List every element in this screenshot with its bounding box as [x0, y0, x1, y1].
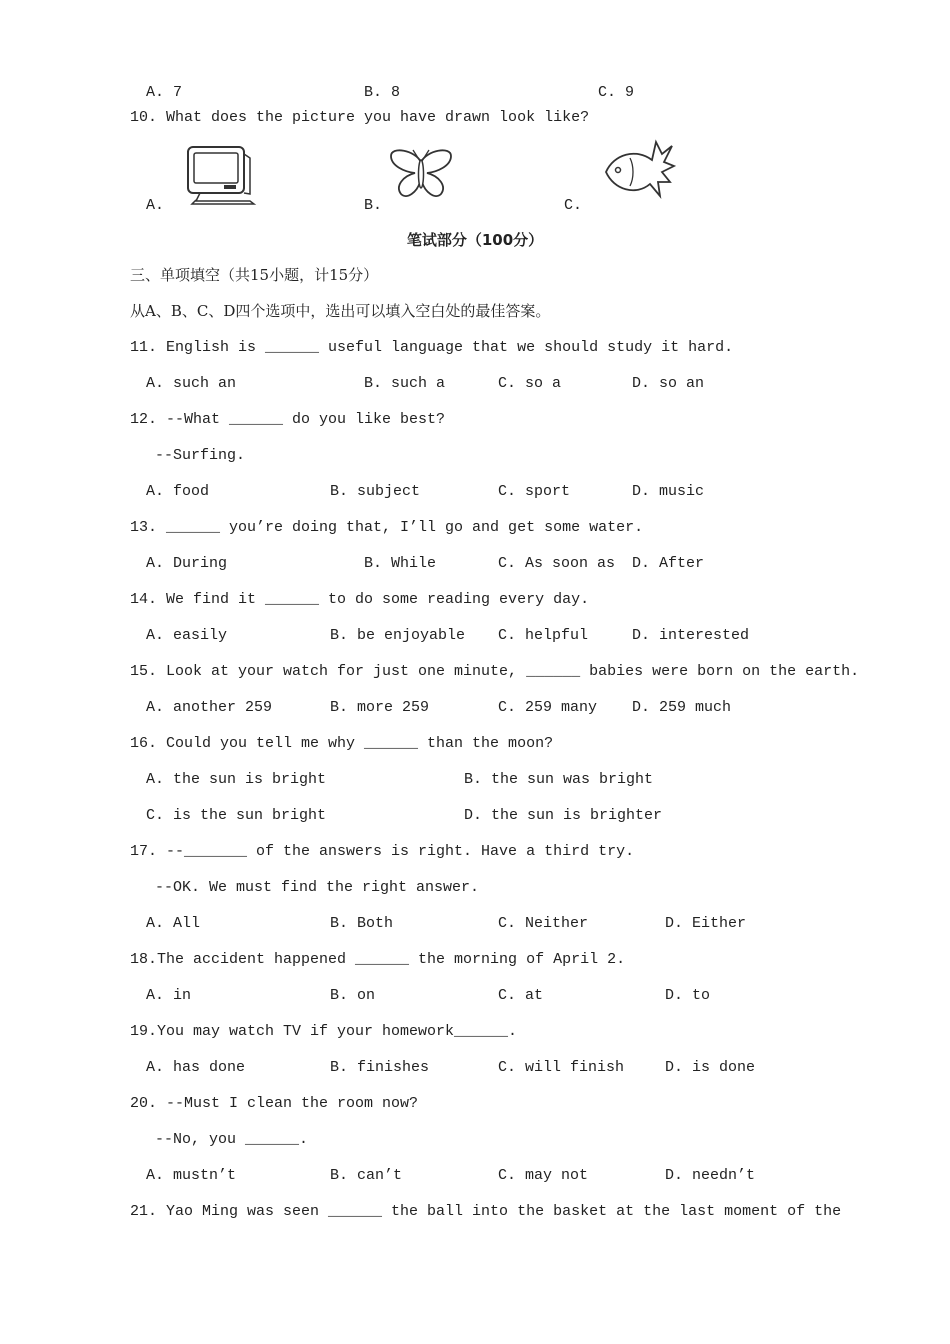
option-d: D. needn’t: [665, 1167, 756, 1184]
option-b: B. on: [330, 987, 376, 1004]
option-b: B. While: [364, 555, 437, 572]
option-d: D. so an: [632, 375, 705, 392]
q10-label-a: A.: [146, 197, 165, 214]
question-stem: 18.The accident happened ______ the morning of April 2.: [130, 951, 626, 968]
option-d: D. the sun is brighter: [464, 807, 663, 824]
option-c: C. As soon as: [498, 555, 616, 572]
option-a: A. All: [146, 915, 201, 932]
option-b: B. can’t: [330, 1167, 403, 1184]
part3-instruction: 从A、B、C、D四个选项中，选出可以填入空白处的最佳答案。: [130, 302, 551, 320]
option-a: A. During: [146, 555, 228, 572]
option-c: C. helpful: [498, 627, 589, 644]
option-c: C. Neither: [498, 915, 589, 932]
option-a: A. such an: [146, 375, 237, 392]
butterfly-icon: [385, 146, 457, 202]
option-a: A. the sun is bright: [146, 771, 327, 788]
option-a: A. in: [146, 987, 192, 1004]
question-stem: 20. --Must I clean the room now?: [130, 1095, 419, 1112]
option-c: C. is the sun bright: [146, 807, 327, 824]
q9-option-b: B. 8: [364, 84, 401, 101]
option-b: B. finishes: [330, 1059, 430, 1076]
q10-stem: 10. What does the picture you have drawn look like?: [130, 109, 590, 126]
q9-option-a: A. 7: [146, 84, 183, 101]
tv-icon: [184, 144, 260, 208]
option-b: B. such a: [364, 375, 446, 392]
option-d: D. interested: [632, 627, 750, 644]
question-stem: 21. Yao Ming was seen ______ the ball into the basket at the last moment of the: [130, 1203, 842, 1220]
question-reply: --OK. We must find the right answer.: [155, 879, 480, 896]
q10-label-b: B.: [364, 197, 383, 214]
part3-heading: 三、单项填空（共15小题，计15分）: [130, 266, 379, 284]
option-c: C. so a: [498, 375, 562, 392]
option-b: B. more 259: [330, 699, 430, 716]
option-a: A. food: [146, 483, 210, 500]
question-stem: 17. --_______ of the answers is right. Have a third try.: [130, 843, 635, 860]
q10-label-c: C.: [564, 197, 583, 214]
option-c: C. will finish: [498, 1059, 625, 1076]
question-stem: 19.You may watch TV if your homework______.: [130, 1023, 518, 1040]
question-stem: 11. English is ______ useful language that we should study it hard.: [130, 339, 734, 356]
option-c: C. sport: [498, 483, 571, 500]
option-b: B. be enjoyable: [330, 627, 466, 644]
question-stem: 15. Look at your watch for just one minute, ______ babies were born on the earth.: [130, 663, 860, 680]
option-b: B. Both: [330, 915, 394, 932]
option-d: D. Either: [665, 915, 747, 932]
option-a: A. another 259: [146, 699, 273, 716]
question-stem: 14. We find it ______ to do some reading every day.: [130, 591, 590, 608]
option-a: A. mustn’t: [146, 1167, 237, 1184]
question-stem: 16. Could you tell me why ______ than the moon?: [130, 735, 554, 752]
option-d: D. After: [632, 555, 705, 572]
option-a: A. easily: [146, 627, 228, 644]
question-stem: 13. ______ you’re doing that, I’ll go and get some water.: [130, 519, 644, 536]
option-d: D. 259 much: [632, 699, 732, 716]
option-d: D. music: [632, 483, 705, 500]
option-c: C. at: [498, 987, 544, 1004]
q9-option-c: C. 9: [598, 84, 635, 101]
option-b: B. subject: [330, 483, 421, 500]
section-title: 笔试部分（100分）: [406, 231, 544, 249]
question-reply: --Surfing.: [155, 447, 246, 464]
option-d: D. is done: [665, 1059, 756, 1076]
option-b: B. the sun was bright: [464, 771, 654, 788]
option-c: C. may not: [498, 1167, 589, 1184]
option-d: D. to: [665, 987, 711, 1004]
question-stem: 12. --What ______ do you like best?: [130, 411, 446, 428]
question-reply: --No, you ______.: [155, 1131, 309, 1148]
fish-icon: [600, 138, 676, 204]
option-c: C. 259 many: [498, 699, 598, 716]
option-a: A. has done: [146, 1059, 246, 1076]
